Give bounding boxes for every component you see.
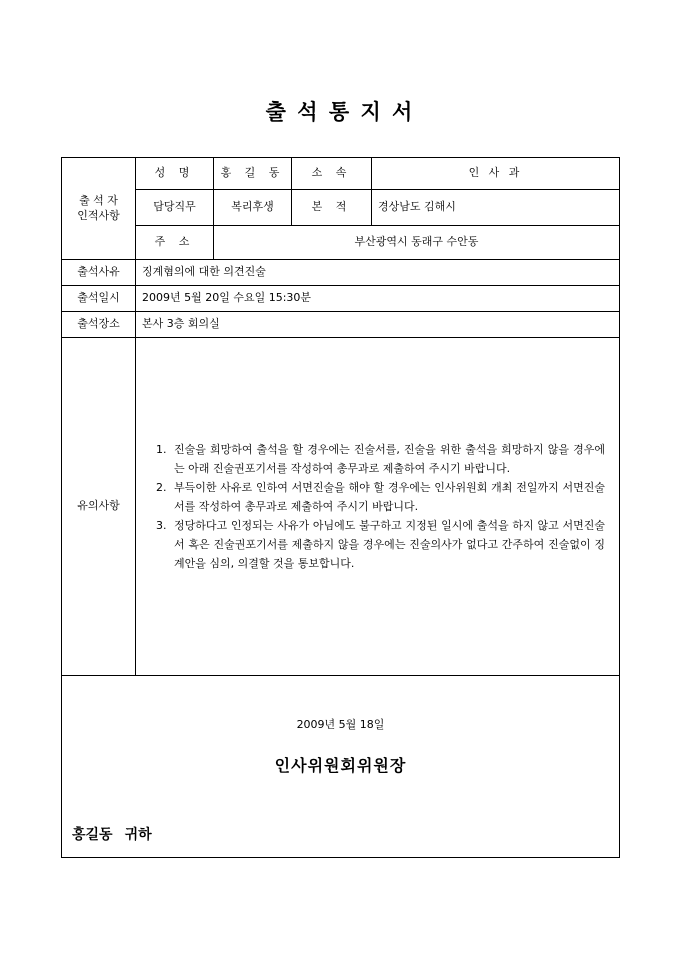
notice-form-table [61, 157, 620, 858]
footer-cell [62, 676, 620, 858]
datetime-value: 2009년 5월 20일 수요일 15:30분 [136, 286, 620, 312]
notes-cell [136, 338, 620, 676]
notes-label: 유의사항 [62, 338, 136, 676]
recipient-suffix: 귀하 [124, 827, 152, 843]
datetime-label: 출석일시 [62, 286, 136, 312]
signer-title: 인사위원회위원장 [274, 756, 407, 775]
notes-list [156, 440, 605, 573]
notes-list-item [156, 440, 605, 478]
notes-item-text: 부득이한 사유로 인하여 서면진술을 해야 할 경우에는 인사위원회 개최 전일까지 서면진술서를 작성하여 총무과로 제출하여 주시기 바랍니다. [174, 481, 605, 513]
notes-item-number: 1. [156, 443, 167, 456]
place-label: 출석장소 [62, 312, 136, 338]
address-label: 주 소 [136, 226, 214, 260]
notes-item-number: 3. [156, 519, 167, 532]
notes-list-item [156, 516, 605, 573]
address-value: 부산광역시 동래구 수안동 [214, 226, 620, 260]
attendee-label-line1: 출 석 자 [79, 194, 118, 208]
name-value: 홍 길 동 [214, 158, 292, 190]
attendee-label-line2: 인적사항 [77, 208, 120, 222]
dept-label: 소 속 [292, 158, 372, 190]
name-label: 성 명 [136, 158, 214, 190]
origin-label: 본 적 [292, 190, 372, 226]
job-label: 담당직무 [136, 190, 214, 226]
reason-label: 출석사유 [62, 260, 136, 286]
dept-value: 인 사 과 [372, 158, 620, 190]
recipient-name: 홍길동 [72, 827, 113, 843]
notes-item-number: 2. [156, 481, 167, 494]
notes-item-text: 정당하다고 인정되는 사유가 아님에도 불구하고 지정된 일시에 출석을 하지 않고 서면진술서 혹은 진술권포기서를 제출하지 않을 경우에는 진술의사가 없다고 간주하여 진술없이 징계안을 심의, 의결할 것을 통보합니다. [174, 519, 605, 570]
job-value: 복리후생 [214, 190, 292, 226]
attendee-section-label [62, 158, 136, 260]
document-title: 출 석 통 지 서 [265, 99, 415, 124]
place-value: 본사 3층 회의실 [136, 312, 620, 338]
notes-list-item [156, 478, 605, 516]
issue-date: 2009년 5월 18일 [296, 718, 385, 731]
origin-value: 경상남도 김해시 [372, 190, 620, 226]
reason-value: 징계혐의에 대한 의견진술 [136, 260, 620, 286]
notes-item-text: 진술을 희망하여 출석을 할 경우에는 진술서를, 진술을 위한 출석을 희망하지 않을 경우에는 아래 진술권포기서를 작성하여 총무과로 제출하여 주시기 바랍니다. [174, 443, 605, 475]
recipient [72, 826, 152, 844]
